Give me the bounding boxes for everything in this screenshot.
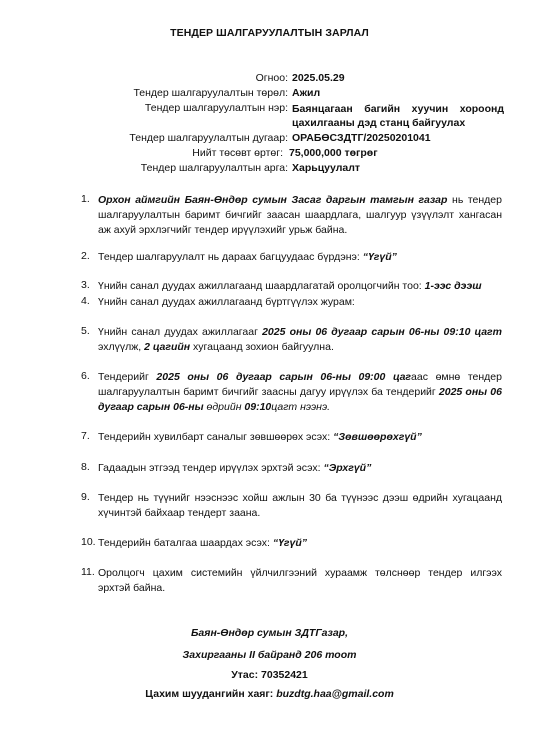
opening-date: 2025 оны 06 дугаар сарын 06-ны (98, 386, 502, 413)
page-title: ТЕНДЕР ШАЛГАРУУЛАЛТЫН ЗАРЛАЛ (170, 27, 369, 39)
email-label: Цахим шуудангийн хаяг: (145, 688, 277, 700)
item-body: Тендерийг (98, 371, 157, 383)
organization-name: Орхон аймгийн Баян-Өндөр сумын Засаг даргын тамгын газар (98, 194, 448, 206)
auction-duration: 2 цагийн (144, 341, 191, 353)
item-text (98, 370, 502, 415)
item-body: Үнийн санал дуудах ажиллагаанд бүртгүүлэх журам: (98, 296, 355, 308)
item-answer: “Үгүй” (272, 537, 308, 549)
name-value-line1: Баянцагаан багийн хуучин хороонд (292, 103, 504, 115)
item-body: Тендерийн хувилбарт саналыг зөвшөөрөх эсэх: (98, 431, 334, 443)
footer-phone: Утас: 70352421 (231, 669, 308, 681)
email-link[interactable]: buzdtg.haa@gmail.com (276, 688, 394, 700)
footer-address: Захиргааны II байранд 206 тоот (182, 649, 357, 661)
name-value-line2: цахилгааны дэд станц байгуулах (292, 117, 466, 129)
info-type-row (0, 87, 539, 101)
item-text (98, 325, 502, 355)
item-text (98, 250, 502, 265)
item-number: 7. (81, 430, 90, 442)
item-number: 8. (81, 461, 90, 473)
item-answer: 1-ээс дээш (424, 280, 482, 292)
item-number: 9. (81, 491, 90, 503)
item-text (98, 491, 502, 521)
item-text (98, 566, 502, 596)
date-value: 2025.05.29 (292, 72, 345, 84)
footer-organization: Баян-Өндөр сумын ЗДТГазар, (191, 627, 348, 639)
item-text (98, 536, 502, 551)
info-name-row-2 (0, 117, 539, 131)
auction-start-datetime: 2025 оны 06 дугаар сарын 06-ны 09:10 цагт (262, 326, 502, 338)
item-number: 2. (81, 250, 90, 262)
item-body: цагт нээнэ. (271, 401, 331, 413)
item-body: Тендерийн баталгаа шаардах эсэх: (98, 537, 273, 549)
item-body: Тендер шалгаруулалт нь дараах багцуудаас бүрдэнэ: (98, 251, 363, 263)
info-method-row (0, 162, 539, 176)
item-body: аас өмнө тендер шалгаруулалтын баримт бичгийг заасны дагуу ирүүлэх ба тендерийг (98, 371, 502, 398)
item-body: Гадаадын этгээд тендер ирүүлэх эрхтэй эсэх: (98, 462, 324, 474)
info-name-row (0, 102, 539, 116)
footer-email (0, 688, 539, 700)
number-value: ОРАБӨСЗДТГ/20250201041 (292, 132, 431, 144)
item-number: 3. (81, 279, 90, 291)
budget-label: Нийт төсөвт өртөг: (192, 147, 283, 159)
item-text (98, 430, 502, 445)
item-text (98, 461, 502, 476)
item-body: Оролцогч цахим системийн үйлчилгээний хураамж төлснөөр тендер илгээх эрхтэй байна. (98, 567, 502, 594)
item-body: Үнийн санал дуудах ажиллагаанд шаардлагатай оролцогчийн тоо: (98, 280, 425, 292)
item-answer: “Үгүй” (362, 251, 397, 263)
info-budget-row (0, 147, 539, 161)
info-number-row (0, 132, 539, 146)
number-label: Тендер шалгаруулалтын дугаар: (129, 132, 288, 144)
item-text (98, 193, 502, 238)
item-answer: “Зөвшөөрөхгүй” (333, 431, 422, 443)
date-label: Огноо: (255, 72, 288, 84)
item-answer: “Эрхгүй” (323, 462, 372, 474)
item-text (98, 295, 502, 310)
budget-value: 75,000,000 төгрөг (289, 147, 378, 159)
opening-time: 09:10 (244, 401, 272, 413)
name-label: Тендер шалгаруулалтын нэр: (144, 102, 288, 114)
item-body: эхлүүлж, (98, 341, 145, 353)
item-body: Тендер нь түүнийг нээснээс хойш ажлын 30 ба түүнээс дээш өдрийн хугацаанд хүчинтэй байхаар тендерт заана. (98, 492, 502, 519)
item-number: 4. (81, 295, 90, 307)
item-body: хугацаанд зохион байгуулна. (190, 341, 334, 353)
info-date-row (0, 72, 539, 86)
method-value: Харьцуулалт (292, 162, 361, 174)
submission-deadline: 2025 оны 06 дугаар сарын 06-ны 09:00 цаг (156, 371, 412, 383)
type-value: Ажил (292, 87, 321, 99)
item-body: нь тендер шалгаруулалтын баримт бичгийг заасан шаардлага, шалгуур үзүүлэлт хангасан аж ахуй эрхлэгчийг тендер ирүүлэхийг урьж байна. (98, 194, 502, 236)
item-number: 10. (81, 536, 96, 548)
item-number: 11. (81, 566, 95, 578)
method-label: Тендер шалгаруулалтын арга: (140, 162, 288, 174)
item-body: Үнийн санал дуудах ажиллагааг (98, 326, 263, 338)
item-number: 5. (81, 325, 90, 337)
type-label: Тендер шалгаруулалтын төрөл: (133, 87, 288, 99)
item-number: 1. (81, 193, 90, 205)
item-body: өдрийн (203, 401, 245, 413)
item-text (98, 279, 502, 294)
item-number: 6. (81, 370, 90, 382)
